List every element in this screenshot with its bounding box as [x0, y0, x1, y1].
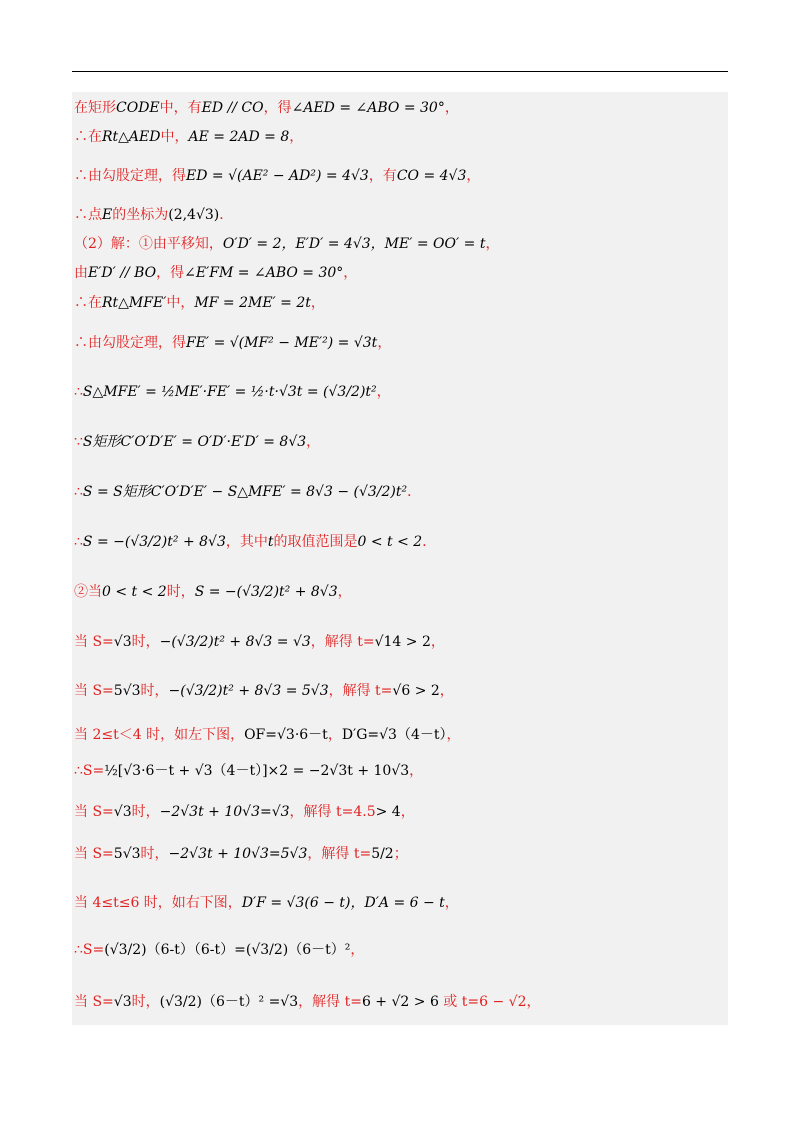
- solution-line: ∴S = S矩形C′O′D′E′ − S△MFE′ = 8√3 − (√3/2)t²．: [74, 484, 422, 500]
- solution-line: 当 S=√3时，−2√3t + 10√3=√3，解得 t=4.5> 4，: [74, 804, 415, 820]
- solution-line: 在矩形CODE中，有ED // CO，得∠AED = ∠ABO = 30°，: [74, 100, 459, 116]
- solution-line: ∴S=½[√3·6－t + √3（4－t）]×2 = −2√3t + 10√3，: [74, 763, 424, 779]
- solution-line: 当 4≤t≤6 时，如右下图，D′F = √3(6 − t)，D′A = 6 − t，: [74, 895, 459, 911]
- solution-line: 当 S=√3时，−(√3/2)t² + 8√3 = √3，解得 t=√14 > 2，: [74, 634, 445, 650]
- solution-line: ∴S=(√3/2)（6-t）（6-t）=(√3/2)（6－t）²，: [74, 942, 365, 958]
- solution-line: ∴S = −(√3/2)t² + 8√3，其中t的取值范围是0 < t < 2．: [74, 534, 437, 550]
- solution-line: ∴在Rt△MFE′中，MF = 2ME′ = 2t，: [74, 295, 325, 311]
- solution-line: 当 2≤t＜4 时，如左下图，OF=√3·6－t，D′G=√3（4－t），: [74, 727, 461, 743]
- solution-line: （2）解：①由平移知，O′D′ = 2，E′D′ = 4√3，ME′ = OO′ = t，: [74, 236, 500, 252]
- solution-line: ∴S△MFE′ = ½ME′·FE′ = ½·t·√3t = (√3/2)t²，: [74, 384, 391, 400]
- solution-line: ∴由勾股定理，得ED = √(AE² − AD²) = 4√3，有CO = 4√3，: [74, 168, 481, 184]
- solution-line: ∵S矩形C′O′D′E′ = O′D′·E′D′ = 8√3，: [74, 434, 321, 450]
- solution-panel: [72, 92, 728, 1025]
- solution-line: ②当0 < t < 2时，S = −(√3/2)t² + 8√3，: [74, 584, 352, 600]
- solution-line: 当 S=5√3时，−(√3/2)t² + 8√3 = 5√3，解得 t=√6 > 2，: [74, 683, 454, 699]
- header-rule: [72, 71, 728, 72]
- solution-line: ∴由勾股定理，得FE′ = √(MF² − ME′²) = √3t，: [74, 335, 392, 351]
- solution-line: ∴点E的坐标为(2,4√3)．: [74, 207, 234, 223]
- solution-line: 由E′D′ // BO，得∠E′FM = ∠ABO = 30°，: [74, 265, 358, 281]
- solution-line: 当 S=5√3时，−2√3t + 10√3=5√3，解得 t=5/2；: [74, 846, 408, 862]
- solution-line: ∴在Rt△AED中，AE = 2AD = 8，: [74, 129, 304, 145]
- solution-line: 当 S=√3时，(√3/2)（6－t）² =√3，解得 t=6 + √2 > 6 或 t=6 − √2，: [74, 994, 541, 1010]
